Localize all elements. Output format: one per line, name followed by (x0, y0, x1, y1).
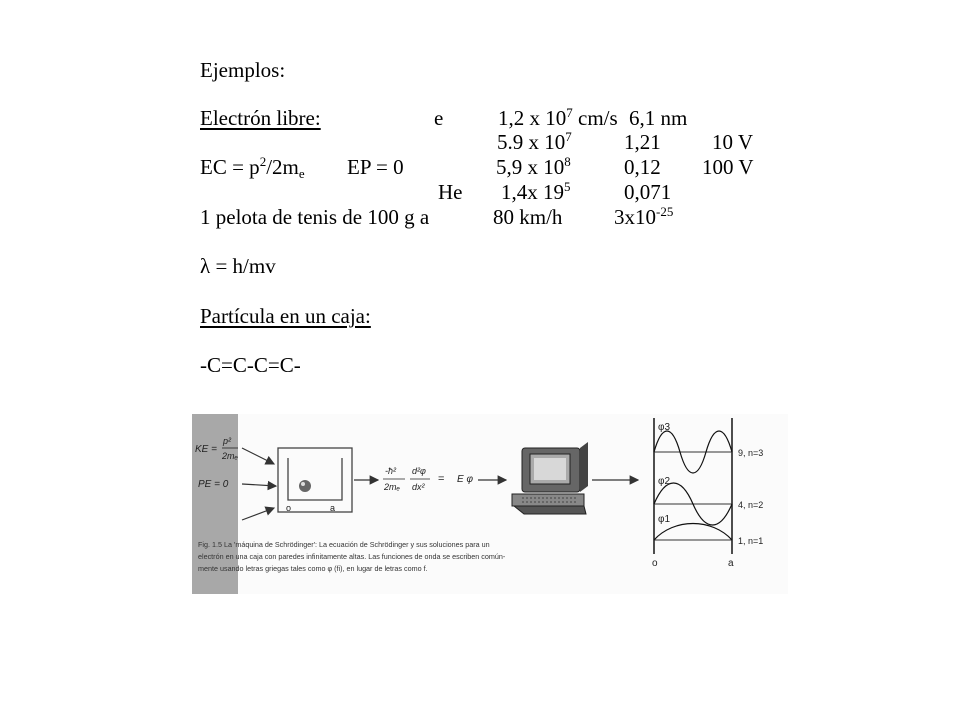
helium-wavelength: 0,071 (624, 180, 672, 204)
ke-denominator: 2mₑ (222, 451, 238, 461)
ke-label: KE = (195, 444, 217, 455)
level3-label: 9, n=3 (738, 448, 764, 458)
electron-symbol: e (434, 106, 444, 130)
caption-line-1: Fig. 1.5 La 'máquina de Schrödinger': La ecuación de Schrödinger y sus soluciones para un (198, 540, 490, 549)
input-arrow-3 (242, 508, 274, 520)
schrodinger-machine-figure (192, 414, 788, 594)
well-axis-a: a (728, 558, 734, 569)
computer-icon (512, 442, 588, 514)
input-arrow-1 (242, 448, 274, 464)
derivative-denominator: dx² (412, 482, 425, 492)
tennis-ball-text: 1 pelota de tenis de 100 g a (200, 205, 430, 229)
level2-label: 4, n=2 (738, 500, 764, 510)
tennis-ball-wavelength: $3x10^{-25}$ (614, 204, 674, 229)
ke-numerator: p² (223, 436, 232, 446)
box-axis-o: o (286, 503, 292, 513)
electron-row2-voltage: 10 V (712, 130, 754, 154)
box-well (288, 458, 342, 500)
electron-row3-speed: 5,9 x $10^8$ (496, 154, 571, 179)
tennis-ball-speed: 80 km/h (493, 205, 563, 229)
kinetic-energy-formula: EC = $p^2/2m_e$ (200, 154, 305, 181)
phi2-label: φ2 (658, 476, 671, 487)
potential-energy: EP = 0 (347, 155, 404, 179)
de-broglie-formula: λ = h/mv (200, 254, 276, 278)
phi3-label: φ3 (658, 422, 671, 433)
electron-row3-voltage: 100 V (702, 155, 754, 179)
electron-row1-wavelength: 6,1 nm (629, 106, 688, 130)
box-axis-a: a (330, 503, 336, 513)
electron-row3-wavelength: 0,12 (624, 155, 661, 179)
helium-symbol: He (438, 180, 463, 204)
electron-row1-speed: 1,2 x $10^7$ cm/s (498, 105, 618, 130)
heading: Ejemplos: (200, 58, 286, 82)
caption-line-3: mente usando letras griegas tales como φ (fi), en lugar de letras como f. (198, 564, 428, 573)
input-arrow-2 (242, 484, 276, 486)
particle-ball-highlight (301, 482, 305, 486)
hamiltonian-numerator: -ħ² (385, 466, 396, 476)
helium-speed: 1,4x $19^5$ (501, 179, 571, 204)
hamiltonian-denominator: 2mₑ (384, 482, 400, 492)
equation-rhs: E φ (457, 474, 473, 485)
wavefunction-1 (654, 524, 732, 541)
equation-equals: = (438, 473, 445, 485)
well-axis-o: o (652, 558, 658, 569)
phi1-label: φ1 (658, 514, 671, 525)
electron-label: Electrón libre: (200, 106, 321, 130)
electron-row2-speed: 5.9 x $10^7$ (497, 129, 572, 154)
derivative-numerator: d²φ (412, 466, 426, 476)
electron-row2-wavelength: 1,21 (624, 130, 661, 154)
level1-label: 1, n=1 (738, 536, 764, 546)
caption-line-2: electrón en una caja con paredes infinitamente altas. Las funciones de onda se escriben común- (198, 552, 506, 561)
molecule-formula: -C=C-C=C- (200, 353, 301, 377)
particle-ball (299, 480, 311, 492)
pe-label: PE = 0 (198, 479, 229, 490)
particle-in-box-title: Partícula en un caja: (200, 304, 371, 328)
